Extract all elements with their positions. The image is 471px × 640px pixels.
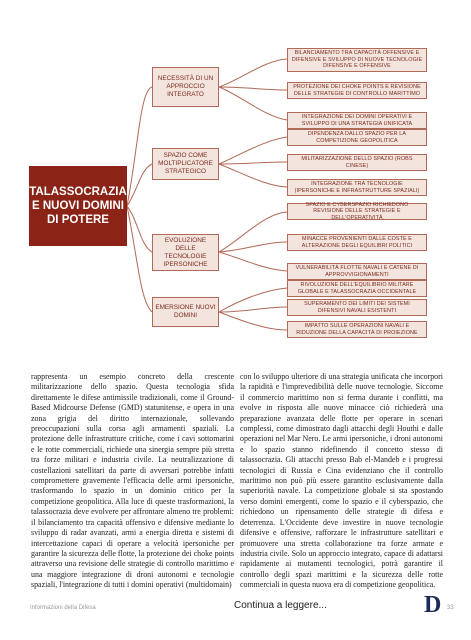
connector-root-cat1	[127, 87, 152, 206]
connector-cat2-item3	[219, 164, 287, 187]
item-choke-points: PROTEZIONE DEI CHOKE POINTS E REVISIONE DELLE STRATEGIE DI CONTROLLO MARITTIMO	[287, 82, 427, 99]
magazine-logo: D	[424, 592, 442, 618]
item-cyberspace-strategy: SPAZIO E CYBERSPAZIO RICHIEDONO REVISIONE DELLE STRATEGIE E DELL'OPERATIVITÀ	[287, 203, 427, 220]
item-fleet-vulnerability: VULNERABILITÀ FLOTTE NAVALI E CATENE DI APPROVVIGIONAMENTI	[287, 263, 427, 280]
item-offense-defense-balance: BILANCIAMENTO TRA CAPACITÀ OFFENSIVE E DIFENSIVE E SVILUPPO DI NUOVE TECNOLOGIE DIFENSIVE E OFFENSIVE	[287, 48, 427, 72]
item-space-militarization: MILITARIZZAZIONE DELLO SPAZIO (ROBS CINESE)	[287, 154, 427, 171]
item-space-dependence: DIPENDENZA DALLO SPAZIO PER LA COMPETIZIONE GEOPOLITICA	[287, 129, 427, 146]
connector-cat4-item2	[219, 307, 287, 312]
connector-cat3-item3	[219, 252, 287, 271]
connector-cat1-item3	[219, 87, 287, 120]
article-text-right: con lo sviluppo ulteriore di una strategia unificata che incorpori la rapidità e l'imprevedibilità delle nuove tecnologie. Siccome il commercio marittimo non si ferma durante i conflitti, ma evolve in risposta alle nuove minacce ciò richiederà una preparazione avanzata delle flotte per operare in scenari complessi, come dimostrato dagli attacchi degli Houthi e dalle operazioni nel Mar Nero. Le armi ipersoniche, i droni autonomi e lo spazio stanno ridefinendo il concetto stesso di talassocrazia. Gli attacchi presso Bab el-Mandeb e i progressi tecnologici di Russia e Cina evidenziano che il controllo marittimo non può più essere garantito esclusivamente dalla superiorità navale. La competizione globale si sta spostando verso domini emergenti, come lo spazio e il cyberspazio, che richiedono un ripensamento delle strategie di difesa e deterrenza. L'Occidente deve investire in nuove tecnologie difensive e offensive, rafforzare le infrastrutture satellitari e promuovere una stretta collaborazione tra forze armate e industria civile. Solo un approccio integrato, capace di adattarsi rapidamente ai mutamenti tecnologici, potrà garantire il controllo degli spazi marittimi e la sicurezza delle rotte commerciali in questa nuova era di competizione geopolitica.	[240, 372, 443, 590]
connector-cat4-item3	[219, 312, 287, 330]
connector-cat1-item2	[219, 87, 287, 90]
continue-reading-link[interactable]: Continua a leggere...	[234, 600, 327, 611]
page-number: 33	[447, 605, 454, 611]
connector-cat2-item1	[219, 137, 287, 164]
article-column-right	[240, 372, 443, 591]
item-defense-limits: SUPERAMENTO DEI LIMITI DEI SISTEMI DIFENSIVI NAVALI ESISTENTI	[287, 299, 427, 316]
connector-cat4-item1	[219, 288, 287, 312]
category-hypersonic-evolution: EVOLUZIONE DELLE TECNOLOGIE IPERSONICHE	[152, 234, 219, 271]
item-military-balance: RIVOLUZIONE DELL'EQUILIBRIO MILITARE GLOBALE E TALASSOCRAZIA OCCIDENTALE	[287, 280, 427, 297]
item-technology-integration: INTEGRAZIONE TRA TECNOLOGIE (IPERSONICHE E INFRASTRUTTURE SPAZIALI)	[287, 179, 427, 196]
connector-root-cat3	[127, 206, 152, 252]
item-coastal-threats: MINACCE PROVENIENTI DALLE COSTE E ALTERAZIONE DEGLI EQUILIBRI POLITICI	[287, 234, 427, 251]
item-naval-operations-impact: IMPATTO SULLE OPERAZIONI NAVALI E RIDUZIONE DELLA CAPACITÀ DI PROIEZIONE	[287, 321, 427, 338]
article-column-left	[31, 372, 234, 591]
category-new-domains: EMERSIONE NUOVI DOMINI	[152, 297, 219, 327]
category-integrated-approach: NECESSITÀ DI UN APPROCCIO INTEGRATO	[152, 67, 219, 107]
mindmap-root-title: TALASSOCRAZIA E NUOVI DOMINI DI POTERE	[29, 166, 127, 246]
article-text-left: rappresenta un esempio concreto della crescente militarizzazione dello spazio. Questa tecnologia sfida direttamente le difese antimissile tradizionali, come il Ground-Based Midcourse Defense (GMD) statunitense, e opera in una zona grigia del diritto internazionale, sollevando preoccupazioni sulla corsa agli armamenti spaziali. La protezione delle infrastrutture critiche, come i cavi sottomarini e le rotte commerciali, richiede una sinergia sempre più stretta tra forze militari e industria civile. La neutralizzazione di costellazioni satellitari da parte di avversari potrebbe infatti compromettere gravemente l'efficacia delle armi ipersoniche, trasformando lo spazio in un dominio critico per la competizione geopolitica. Alla luce di queste trasformazioni, la talassocrazia deve evolvere per affrontare almeno tre problemi: il bilanciamento tra capacità offensivo e difensive mediante lo sviluppo di radar avanzati, armi a energia diretta e sistemi di intercettazione capaci di operare a velocità ipersoniche per garantire la sicurezza delle flotte, la protezione dei choke points attraverso una revisione delle strategie di controllo marittimo e una maggiore integrazione di droni autonomi e tecnologie spaziali, l'integrazione di tutti i domini operativi (multidomain)	[31, 372, 234, 590]
connector-cat2-item2	[219, 162, 287, 164]
publication-name: Informazioni della Difesa	[30, 605, 96, 611]
item-domain-integration: INTEGRAZIONE DEI DOMINI OPERATIVI E SVILUPPO DI UNA STRATEGIA UNIFICATA	[287, 112, 427, 129]
category-space-multiplier: SPAZIO COME MOLTIPLICATORE STRATEGICO	[152, 148, 219, 180]
connector-cat3-item1	[219, 212, 287, 252]
connector-cat1-item1	[219, 59, 287, 87]
connector-cat3-item2	[219, 242, 287, 252]
connector-root-cat4	[127, 206, 152, 312]
